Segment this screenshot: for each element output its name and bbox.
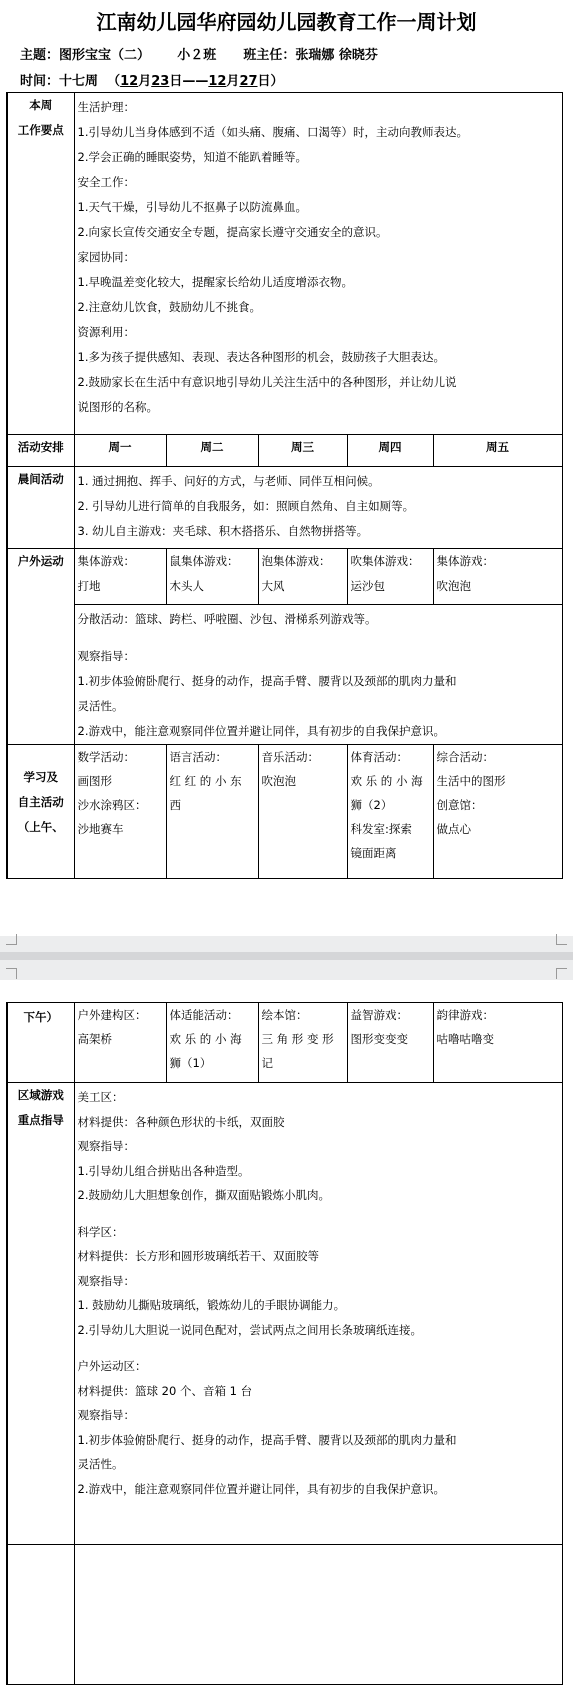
- class-name: 小２班: [177, 48, 217, 63]
- study-cell-fri: 综合活动： 生活中的图形 创意馆： 做点心: [433, 745, 562, 879]
- plan-table-page1: [6, 92, 563, 879]
- study-cell-mon: 数学活动： 画图形 沙水涂鸦区： 沙地赛车: [74, 745, 166, 879]
- teachers: 张瑞娜 徐晓芬: [295, 48, 378, 63]
- outdoor-cell-mon: 集体游戏： 打地: [74, 549, 166, 605]
- schedule-header-row: [7, 435, 562, 467]
- empty-content-cell: [74, 1545, 562, 1685]
- outdoor-guide-row: [7, 605, 562, 745]
- outdoor-label: 户外运动: [7, 549, 74, 745]
- page-separator: [0, 936, 573, 980]
- focus-label: 本周 工作要点: [7, 93, 74, 435]
- outdoor-cell-wed: 泡集体游戏： 大风: [258, 549, 347, 605]
- study-row-continued: [7, 1003, 562, 1083]
- day-thu: 周四: [347, 435, 433, 467]
- study2-cell-wed: 绘本馆： 三 角 形 变 形 记: [258, 1003, 347, 1083]
- study-cell-wed: 音乐活动： 吹泡泡: [258, 745, 347, 879]
- study2-cell-thu: 益智游戏： 图形变变变: [347, 1003, 433, 1083]
- day-tue: 周二: [166, 435, 258, 467]
- focus-content: 生活护理： 1.引导幼儿当身体感到不适（如头痛、腹痛、口渴等）时，主动向教师表达。 2.学会正确的睡眠姿势，知道不能趴着睡等。 安全工作： 1.天气干燥，引导幼儿不抠鼻子以防流鼻血。 2.向家长宣传交通安全专题，提高家长遵守交通安全的意识。 家园协同： 1.早晚温差变化较大，提醒家长给幼儿适度增添衣物。 2.注意幼儿饮食，鼓励幼儿不挑食。 资源利用： 1.多为孩子提供感知、表现、表达各种图形的机会，鼓励孩子大胆表达。 2.鼓励家长在生活中有意识地引导幼儿关注生活中的各种图形，并让幼儿说 说图形的名称。: [74, 93, 562, 435]
- plan-table-page2: [6, 1002, 563, 1685]
- study-cell-tue: 语言活动： 红 红 的 小 东 西: [166, 745, 258, 879]
- page-2: [0, 980, 573, 1667]
- morning-content: 1. 通过拥抱、挥手、问好的方式，与老师、同伴互相问候。 2. 引导幼儿进行简单的自我服务，如：照顾自然角、自主如厕等。 3. 幼儿自主游戏：夹毛球、积木搭搭乐、自然物拼搭等。: [74, 467, 562, 549]
- outdoor-cell-thu: 吹集体游戏： 运沙包: [347, 549, 433, 605]
- empty-label-cell: [7, 1545, 74, 1685]
- study-label-continued: 下午）: [7, 1003, 74, 1083]
- study-row: [7, 745, 562, 879]
- day-fri: 周五: [433, 435, 562, 467]
- empty-row: [7, 1545, 562, 1685]
- outdoor-cell-fri: 集体游戏： 吹泡泡: [433, 549, 562, 605]
- document-title: 江南幼儿园华府园幼儿园教育工作一周计划: [96, 10, 477, 34]
- theme-value: 图形宝宝（二）: [59, 48, 151, 63]
- study2-cell-mon: 户外建构区： 高架桥: [74, 1003, 166, 1083]
- morning-label: 晨间活动: [7, 467, 74, 549]
- outdoor-guide: 分散活动：篮球、跨栏、呼啦圈、沙包、滑梯系列游戏等。 观察指导： 1.初步体验俯卧爬行、挺身的动作，提高手臂、腰背以及颈部的肌肉力量和 灵活性。 2.游戏中，能注意观察同伴位置并避让同伴，具有初步的自我保护意识。: [74, 605, 562, 745]
- area-row: [7, 1083, 562, 1545]
- morning-row: [7, 467, 562, 549]
- study-cell-thu: 体育活动： 欢 乐 的 小 海 狮（2） 科发室:探索 镜面距离: [347, 745, 433, 879]
- outdoor-cell-tue: 鼠集体游戏： 木头人: [166, 549, 258, 605]
- outdoor-games-row: [7, 549, 562, 605]
- focus-row: [7, 93, 562, 435]
- study2-cell-tue: 体适能活动： 欢 乐 的 小 海 狮（1）: [166, 1003, 258, 1083]
- schedule-label: 活动安排: [7, 435, 74, 467]
- week: 十七周: [59, 74, 99, 89]
- day-mon: 周一: [74, 435, 166, 467]
- day-wed: 周三: [258, 435, 347, 467]
- study-label: 学习及 自主活动 （上午、: [7, 745, 74, 879]
- area-content: 美工区： 材料提供：各种颜色形状的卡纸，双面胶 观察指导： 1.引导幼儿组合拼贴出各种造型。 2.鼓励幼儿大胆想象创作，撕双面贴锻炼小肌肉。 科学区： 材料提供：长方形和圆形玻璃纸若干、双面胶等 观察指导： 1. 鼓励幼儿撕贴玻璃纸，锻炼幼儿的手眼协调能力。 2.引导幼儿大胆说一说同色配对，尝试两点之间用长条玻璃纸连接。 户外运动区： 材料提供：篮球 20 个、音箱 1 台 观察指导： 1.初步体验俯卧爬行、挺身的动作，提高手臂、腰背以及颈部的肌肉力量和 灵活性。 2.游戏中，能注意观察同伴位置并避让同伴，具有初步的自我保护意识。: [74, 1083, 562, 1545]
- time-line: 时间：十七周 （12月23日——12月27日）: [20, 74, 284, 89]
- area-label: 区域游戏 重点指导: [7, 1083, 74, 1545]
- theme-line: 主题：图形宝宝（二） 小２班 班主任：张瑞娜 徐晓芬: [20, 48, 378, 63]
- study2-cell-fri: 韵律游戏： 咕噜咕噜变: [433, 1003, 562, 1083]
